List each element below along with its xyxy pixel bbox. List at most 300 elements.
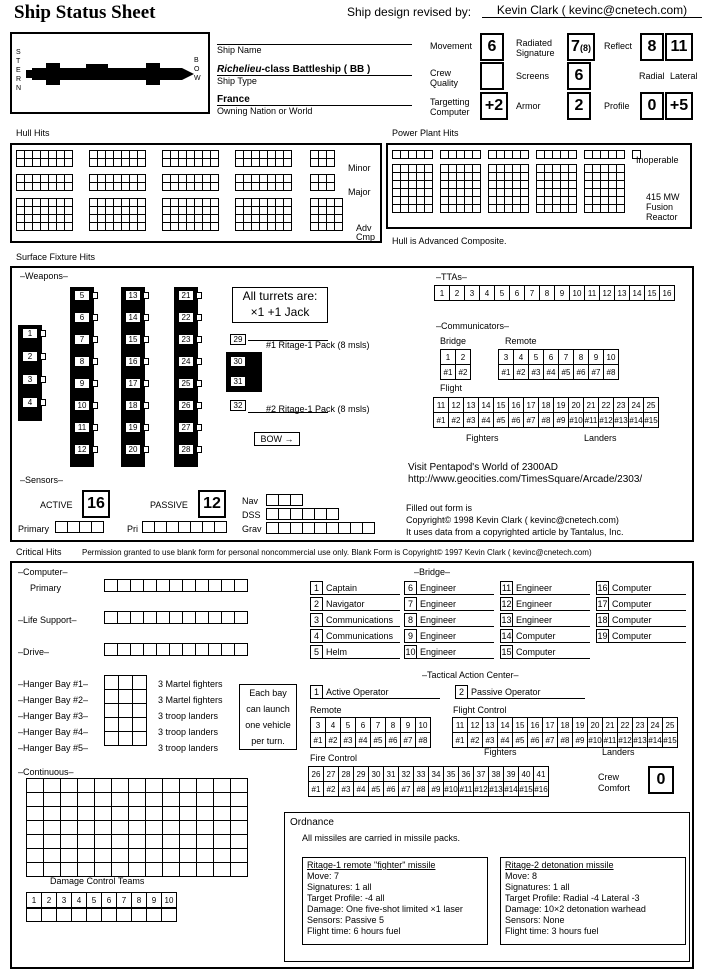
- tac-flight-num-cell[interactable]: 17: [543, 718, 558, 733]
- tac-flight-num-cell[interactable]: 18: [558, 718, 573, 733]
- targetting-value[interactable]: +2: [480, 92, 508, 120]
- tac-remote-num-cell[interactable]: 3: [311, 718, 326, 733]
- tac-remote-id-cell[interactable]: #6: [386, 733, 401, 748]
- comm-remote-num-cell[interactable]: 5: [529, 350, 544, 365]
- turret-cell[interactable]: 11: [74, 422, 90, 433]
- tta-cell[interactable]: 11: [585, 286, 600, 301]
- computer-primary-grid[interactable]: [104, 579, 248, 592]
- fire-control-label: Fire Control: [310, 753, 358, 763]
- armor-value[interactable]: 2: [567, 92, 591, 120]
- turret-cell[interactable]: 3: [22, 374, 38, 385]
- bridge-station-num: 1: [310, 581, 323, 595]
- bridge-station[interactable]: [500, 597, 590, 611]
- tac-fighters-label: Fighters: [484, 747, 517, 757]
- turret-cell[interactable]: 13: [125, 290, 141, 301]
- damage-control-team-cell[interactable]: 3: [57, 893, 72, 908]
- tac-passive-operator[interactable]: 2 Passive Operator: [455, 685, 585, 699]
- power-inoperable-grid[interactable]: [536, 150, 577, 159]
- tac-flight-num-cell[interactable]: 13: [483, 718, 498, 733]
- tac-flight-num-cell[interactable]: 15: [513, 718, 528, 733]
- comm-flight-num-cell[interactable]: 24: [629, 398, 644, 413]
- tac-remote-num-cell[interactable]: 7: [371, 718, 386, 733]
- grav-label: Grav: [242, 524, 262, 534]
- comm-bridge-label: Bridge: [440, 336, 467, 346]
- turret-cell[interactable]: 4: [22, 397, 38, 408]
- comm-flight-num-cell[interactable]: 14: [479, 398, 494, 413]
- tac-flight-id-cell[interactable]: #3: [483, 733, 498, 748]
- fire-control-num-cell[interactable]: 39: [504, 767, 519, 782]
- comm-bridge-num-cell[interactable]: 1: [441, 350, 456, 365]
- tac-flight-id-cell[interactable]: #4: [498, 733, 513, 748]
- comm-flight-num-cell[interactable]: 11: [434, 398, 449, 413]
- bridge-station[interactable]: [596, 613, 686, 627]
- tta-cell[interactable]: 9: [555, 286, 570, 301]
- tta-cell[interactable]: 1: [435, 286, 450, 301]
- turret-cell[interactable]: 19: [125, 422, 141, 433]
- tac-flight-id-cell[interactable]: #14: [648, 733, 663, 748]
- bow-letter: W: [194, 75, 201, 82]
- comm-flight-num-cell[interactable]: 21: [584, 398, 599, 413]
- movement-value[interactable]: 6: [480, 33, 504, 61]
- tac-flight-id-cell[interactable]: #9: [573, 733, 588, 748]
- crew-quality-value[interactable]: [480, 62, 504, 90]
- tac-flight-id-cell[interactable]: #7: [543, 733, 558, 748]
- nation-field[interactable]: France: [217, 94, 412, 106]
- bridge-station[interactable]: [310, 645, 400, 659]
- comm-remote-id-cell[interactable]: #6: [574, 365, 589, 380]
- damage-control-team-cell[interactable]: 10: [162, 893, 177, 908]
- tac-active-operator[interactable]: 1 Active Operator: [310, 685, 440, 699]
- tta-cell[interactable]: 15: [645, 286, 660, 301]
- fire-control-num-cell[interactable]: 41: [534, 767, 549, 782]
- turret-cell[interactable]: 23: [178, 334, 194, 345]
- turret-cell[interactable]: 9: [74, 378, 90, 389]
- bridge-station[interactable]: [310, 597, 400, 611]
- turret-cell[interactable]: 22: [178, 312, 194, 323]
- bridge-station[interactable]: [596, 581, 686, 595]
- comm-remote-id-cell[interactable]: #7: [589, 365, 604, 380]
- comm-bridge-num: [440, 349, 471, 365]
- fire-control-id-cell[interactable]: #1: [309, 782, 324, 797]
- tac-flight-num-cell[interactable]: 19: [573, 718, 588, 733]
- fire-control-id-cell[interactable]: #7: [399, 782, 414, 797]
- passive-sensor-value[interactable]: 12: [198, 490, 226, 518]
- comm-flight-id-cell[interactable]: #14: [629, 413, 644, 428]
- fire-control-num-cell[interactable]: 33: [414, 767, 429, 782]
- tac-flight-id-cell[interactable]: #12: [618, 733, 633, 748]
- turret-cell[interactable]: 27: [178, 422, 194, 433]
- damage-control-team-cell[interactable]: 2: [42, 893, 57, 908]
- comm-flight-num-cell[interactable]: 20: [569, 398, 584, 413]
- comm-remote-num-cell[interactable]: 4: [514, 350, 529, 365]
- bridge-station[interactable]: [310, 581, 400, 595]
- tac-remote-id-cell[interactable]: #8: [416, 733, 431, 748]
- turret-cell[interactable]: 16: [125, 356, 141, 367]
- power-plant-grid[interactable]: [488, 164, 529, 213]
- turret-cell[interactable]: 7: [74, 334, 90, 345]
- bridge-station-num: 15: [501, 647, 512, 657]
- tac-flight-id-cell[interactable]: #2: [468, 733, 483, 748]
- turret-cell[interactable]: 26: [178, 400, 194, 411]
- fire-control-num-cell[interactable]: 30: [369, 767, 384, 782]
- fire-control-num-cell[interactable]: 38: [489, 767, 504, 782]
- revised-by-field[interactable]: Kevin Clark ( kevinc@cnetech.com): [482, 3, 702, 18]
- pack1-label: #1 Ritage-1 Pack (8 msls): [266, 340, 370, 350]
- active-sensor-value[interactable]: 16: [82, 490, 110, 518]
- bridge-station[interactable]: [404, 597, 494, 611]
- sensor-primary-grid[interactable]: [55, 521, 104, 533]
- pack-cell[interactable]: 32: [230, 400, 246, 411]
- turret-cell[interactable]: 17: [125, 378, 141, 389]
- hull-minor-grid[interactable]: [89, 150, 146, 167]
- tta-cell[interactable]: 3: [465, 286, 480, 301]
- tac-flight-id-cell[interactable]: #1: [453, 733, 468, 748]
- fire-control-num-cell[interactable]: 29: [354, 767, 369, 782]
- passive-label: PASSIVE: [150, 500, 188, 510]
- bridge-station[interactable]: [500, 613, 590, 627]
- damage-control-grid[interactable]: [26, 908, 177, 922]
- bridge-station-num: 7: [404, 597, 417, 611]
- fire-control-id-cell[interactable]: #10: [444, 782, 459, 797]
- tac-flight-id-cell[interactable]: #10: [588, 733, 603, 748]
- turret-cell[interactable]: 28: [178, 444, 194, 455]
- comm-flight-num-cell[interactable]: 19: [554, 398, 569, 413]
- hull-major-grid[interactable]: [162, 174, 219, 191]
- tta-cell[interactable]: 14: [630, 286, 645, 301]
- comm-remote-num-cell[interactable]: 8: [574, 350, 589, 365]
- turret-gun: [40, 399, 46, 406]
- damage-control-team-cell[interactable]: 6: [102, 893, 117, 908]
- fire-control-num-cell[interactable]: 35: [444, 767, 459, 782]
- fire-control-num-cell[interactable]: 26: [309, 767, 324, 782]
- hull-adv-grid[interactable]: [16, 198, 73, 231]
- fire-control-id-cell[interactable]: #14: [504, 782, 519, 797]
- tac-remote-id-cell[interactable]: #3: [341, 733, 356, 748]
- comm-bridge-id-cell[interactable]: #1: [441, 365, 456, 380]
- turret-gun: [40, 330, 46, 337]
- comm-remote-id-cell[interactable]: #3: [529, 365, 544, 380]
- hanger-bay-grid[interactable]: [104, 675, 147, 746]
- comm-remote-num-cell[interactable]: 7: [559, 350, 574, 365]
- hull-major-grid-end[interactable]: [310, 174, 335, 191]
- tac-flight-num-cell[interactable]: 22: [618, 718, 633, 733]
- pack-cell[interactable]: 31: [230, 376, 246, 387]
- damage-control-team-cell[interactable]: 5: [87, 893, 102, 908]
- turret-cell[interactable]: 18: [125, 400, 141, 411]
- tta-cell[interactable]: 2: [450, 286, 465, 301]
- power-plant-grid[interactable]: [392, 164, 433, 213]
- tta-cell[interactable]: 16: [660, 286, 675, 301]
- damage-control-team-cell[interactable]: 8: [132, 893, 147, 908]
- bridge-station[interactable]: [404, 645, 494, 659]
- pack2-label: #2 Ritage-1 Pack (8 msls): [266, 404, 370, 414]
- hanger-bay-desc: 3 troop landers: [158, 727, 219, 737]
- life-support-grid[interactable]: [104, 611, 248, 624]
- ship-type-field[interactable]: Richelieu-class Battleship ( BB ): [217, 64, 412, 76]
- comm-flight-id-cell[interactable]: #6: [509, 413, 524, 428]
- comm-flight-id-cell[interactable]: #11: [584, 413, 599, 428]
- continuous-grid[interactable]: [26, 778, 248, 877]
- bridge-station[interactable]: [310, 613, 400, 627]
- tac-flight-id-cell[interactable]: #11: [603, 733, 618, 748]
- hull-major-grid[interactable]: [89, 174, 146, 191]
- tac-flight-num-cell[interactable]: 20: [588, 718, 603, 733]
- fire-control-num-cell[interactable]: 27: [324, 767, 339, 782]
- tac-remote-id-cell[interactable]: #4: [356, 733, 371, 748]
- comm-flight-id-cell[interactable]: #3: [464, 413, 479, 428]
- damage-control-team-cell[interactable]: 7: [117, 893, 132, 908]
- tac-label: –Tactical Action Center–: [422, 670, 519, 680]
- comm-flight-id-cell[interactable]: #8: [539, 413, 554, 428]
- comm-remote-id-cell[interactable]: #2: [514, 365, 529, 380]
- tta-cell[interactable]: 4: [480, 286, 495, 301]
- bridge-station-num: 9: [404, 629, 417, 643]
- hull-adv-grid-end[interactable]: [310, 198, 343, 231]
- turret-cell[interactable]: 5: [74, 290, 90, 301]
- comm-flight-id-cell[interactable]: #12: [599, 413, 614, 428]
- turret-cell[interactable]: 10: [74, 400, 90, 411]
- fire-control-id-cell[interactable]: #11: [459, 782, 474, 797]
- power-plant-grid[interactable]: [584, 164, 625, 213]
- comm-flight-num-cell[interactable]: 12: [449, 398, 464, 413]
- hull-minor-grid[interactable]: [162, 150, 219, 167]
- tac-remote-num-cell[interactable]: 5: [341, 718, 356, 733]
- dct-label: Damage Control Teams: [50, 876, 145, 886]
- pentapod-link[interactable]: http://www.geocities.com/TimesSquare/Arcade/2303/: [408, 474, 643, 485]
- comm-remote-num-cell[interactable]: 3: [499, 350, 514, 365]
- comm-flight-num-cell[interactable]: 15: [494, 398, 509, 413]
- damage-control-team-cell[interactable]: 4: [72, 893, 87, 908]
- hull-major-grid[interactable]: [16, 174, 73, 191]
- reflect-radial-value[interactable]: 8: [640, 33, 664, 61]
- tta-cell[interactable]: 12: [600, 286, 615, 301]
- comm-flight-num-cell[interactable]: 16: [509, 398, 524, 413]
- comm-flight-id-cell[interactable]: #5: [494, 413, 509, 428]
- tac-remote-num-cell[interactable]: 8: [386, 718, 401, 733]
- tac-remote-id-cell[interactable]: #2: [326, 733, 341, 748]
- bridge-station[interactable]: [404, 629, 494, 643]
- fire-control-id-cell[interactable]: #8: [414, 782, 429, 797]
- damage-control-team-cell[interactable]: 9: [147, 893, 162, 908]
- tac-remote-id-cell[interactable]: #5: [371, 733, 386, 748]
- comm-flight-id-cell[interactable]: #10: [569, 413, 584, 428]
- comm-remote-num-cell[interactable]: 6: [544, 350, 559, 365]
- bridge-station[interactable]: [500, 581, 590, 595]
- hull-adv-grid[interactable]: [235, 198, 292, 231]
- turret-cell[interactable]: 12: [74, 444, 90, 455]
- bridge-station-label: Captain: [326, 583, 358, 593]
- tta-cell[interactable]: 7: [525, 286, 540, 301]
- comm-bridge-id-cell[interactable]: #2: [456, 365, 471, 380]
- radiated-value[interactable]: 7(8): [567, 33, 595, 61]
- tta-cell[interactable]: 5: [495, 286, 510, 301]
- comm-flight-num-cell[interactable]: 25: [644, 398, 659, 413]
- nation-label: Owning Nation or World: [217, 106, 313, 116]
- sensor-pri-grid[interactable]: [142, 521, 227, 533]
- comm-flight-num-cell[interactable]: 23: [614, 398, 629, 413]
- comm-remote-id: [498, 364, 619, 380]
- turret-cell[interactable]: 25: [178, 378, 194, 389]
- life-support-label: –Life Support–: [18, 615, 77, 625]
- comm-flight-id-cell[interactable]: #7: [524, 413, 539, 428]
- profile-radial-value[interactable]: 0: [640, 92, 664, 120]
- bridge-station[interactable]: [500, 645, 590, 659]
- pack-cell[interactable]: 29: [230, 334, 246, 345]
- tac-flight-id: [452, 732, 678, 748]
- comm-flight-id-cell[interactable]: #9: [554, 413, 569, 428]
- tta-cell[interactable]: 6: [510, 286, 525, 301]
- hull-adv-grid[interactable]: [162, 198, 219, 231]
- power-inoperable-grid[interactable]: [488, 150, 529, 159]
- crew-comfort-value[interactable]: 0: [648, 766, 674, 794]
- tac-flight-id-cell[interactable]: #13: [633, 733, 648, 748]
- tta-cell[interactable]: 10: [570, 286, 585, 301]
- fire-control-id-cell[interactable]: #6: [384, 782, 399, 797]
- reflect-label: Reflect: [604, 41, 633, 51]
- comm-remote-id-cell[interactable]: #1: [499, 365, 514, 380]
- comm-flight-num-cell[interactable]: 17: [524, 398, 539, 413]
- nav-grid[interactable]: [266, 494, 303, 506]
- fire-control-num-cell[interactable]: 32: [399, 767, 414, 782]
- fire-control-id-cell[interactable]: #12: [474, 782, 489, 797]
- comm-flight-num-cell[interactable]: 22: [599, 398, 614, 413]
- screens-value[interactable]: 6: [567, 62, 591, 90]
- comm-flight-id-cell[interactable]: #2: [449, 413, 464, 428]
- turret-cell[interactable]: 2: [22, 351, 38, 362]
- turret-gun: [196, 402, 202, 409]
- radiated-label: Radiated Signature: [516, 38, 555, 58]
- tac-remote-num-cell[interactable]: 9: [401, 718, 416, 733]
- hull-major-grid[interactable]: [235, 174, 292, 191]
- bridge-station[interactable]: [500, 629, 590, 643]
- tac-flight-id-cell[interactable]: #15: [663, 733, 678, 748]
- tac-flight-num-cell[interactable]: 14: [498, 718, 513, 733]
- reflect-lateral-value[interactable]: 11: [665, 33, 693, 61]
- bridge-station[interactable]: [310, 629, 400, 643]
- fire-control-num-cell[interactable]: 40: [519, 767, 534, 782]
- hull-minor-grid[interactable]: [235, 150, 292, 167]
- tta-cell[interactable]: 13: [615, 286, 630, 301]
- tac-remote-num-cell[interactable]: 6: [356, 718, 371, 733]
- tac-flight-num-cell[interactable]: 16: [528, 718, 543, 733]
- profile-lateral-value[interactable]: +5: [665, 92, 693, 120]
- inoperable-label: Inoperable: [636, 155, 679, 165]
- comm-flight-num-cell[interactable]: 13: [464, 398, 479, 413]
- pack-cell[interactable]: 30: [230, 356, 246, 367]
- turret-cell[interactable]: 14: [125, 312, 141, 323]
- stern-label: [16, 48, 21, 93]
- fire-control-num-cell[interactable]: 36: [459, 767, 474, 782]
- power-inoperable-grid[interactable]: [392, 150, 433, 159]
- comm-remote-id-cell[interactable]: #8: [604, 365, 619, 380]
- tac-flight-num-cell[interactable]: 21: [603, 718, 618, 733]
- comm-flight-num-cell[interactable]: 18: [539, 398, 554, 413]
- bridge-station-label: Engineer: [420, 599, 457, 609]
- surface-fixture-title: Surface Fixture Hits: [16, 252, 96, 262]
- tac-remote-num-cell[interactable]: 4: [326, 718, 341, 733]
- bridge-station[interactable]: [404, 581, 494, 595]
- damage-control-team-cell[interactable]: 1: [27, 893, 42, 908]
- tac-flight-num-cell[interactable]: 24: [648, 718, 663, 733]
- bridge-station[interactable]: [596, 597, 686, 611]
- fire-control-id-cell[interactable]: #2: [324, 782, 339, 797]
- comm-remote-id-cell[interactable]: #4: [544, 365, 559, 380]
- comm-bridge-num-cell[interactable]: 2: [456, 350, 471, 365]
- pentapod-line-1: Visit Pentapod's World of 2300AD: [408, 462, 558, 473]
- filled-line-1: Filled out form is: [406, 503, 473, 513]
- grav-grid[interactable]: [266, 522, 375, 534]
- tac-remote-id-cell[interactable]: #7: [401, 733, 416, 748]
- fire-control-id-cell[interactable]: #15: [519, 782, 534, 797]
- hull-adv-grid[interactable]: [89, 198, 146, 231]
- turret-cell[interactable]: 15: [125, 334, 141, 345]
- tac-remote-num-cell[interactable]: 10: [416, 718, 431, 733]
- ttas-label: –TTAs–: [436, 272, 467, 282]
- continuous-label: –Continuous–: [18, 767, 74, 777]
- fire-control-id-cell[interactable]: #3: [339, 782, 354, 797]
- tac-flight-id-cell[interactable]: #8: [558, 733, 573, 748]
- turret-cell[interactable]: 21: [178, 290, 194, 301]
- hanger-bay-desc: 3 troop landers: [158, 711, 219, 721]
- tac-flight-id-cell[interactable]: #5: [513, 733, 528, 748]
- tac-flight-id-cell[interactable]: #6: [528, 733, 543, 748]
- nav-label: Nav: [242, 496, 259, 506]
- comm-remote-num-cell[interactable]: 10: [604, 350, 619, 365]
- bridge-station-label: Helm: [326, 647, 348, 657]
- comm-flight-id-cell[interactable]: #4: [479, 413, 494, 428]
- turret-cell[interactable]: 1: [22, 328, 38, 339]
- ordnance-title: Ordnance: [290, 817, 334, 828]
- dss-grid[interactable]: [266, 508, 339, 520]
- tac-flight-num-cell[interactable]: 25: [663, 718, 678, 733]
- tac-flight-num-cell[interactable]: 23: [633, 718, 648, 733]
- fire-control-num-cell[interactable]: 34: [429, 767, 444, 782]
- turret-cell[interactable]: 8: [74, 356, 90, 367]
- comm-remote-num-cell[interactable]: 9: [589, 350, 604, 365]
- power-inoperable-grid[interactable]: [440, 150, 481, 159]
- comm-flight-id-cell[interactable]: #15: [644, 413, 659, 428]
- comm-remote-id-cell[interactable]: #5: [559, 365, 574, 380]
- tac-flight-num-cell[interactable]: 12: [468, 718, 483, 733]
- drive-grid[interactable]: [104, 643, 248, 656]
- power-inoperable-grid[interactable]: [584, 150, 625, 159]
- turret-cell[interactable]: 20: [125, 444, 141, 455]
- fire-control-id-cell[interactable]: #9: [429, 782, 444, 797]
- fire-control-id-cell[interactable]: #13: [489, 782, 504, 797]
- hull-minor-grid[interactable]: [16, 150, 73, 167]
- fire-control-num-cell[interactable]: 37: [474, 767, 489, 782]
- fire-control-id-cell[interactable]: #5: [369, 782, 384, 797]
- fire-control-id-cell[interactable]: #4: [354, 782, 369, 797]
- comm-flight-id-cell[interactable]: #13: [614, 413, 629, 428]
- turret-gun: [196, 424, 202, 431]
- comm-flight-id-cell[interactable]: #1: [434, 413, 449, 428]
- turret-cell[interactable]: 6: [74, 312, 90, 323]
- power-plant-grid[interactable]: [440, 164, 481, 213]
- power-plant-grid[interactable]: [536, 164, 577, 213]
- tac-flight-num-cell[interactable]: 11: [453, 718, 468, 733]
- bridge-station-num: 17: [597, 599, 608, 609]
- bridge-station[interactable]: [596, 629, 686, 643]
- tta-cell[interactable]: 8: [540, 286, 555, 301]
- hull-minor-grid-end[interactable]: [310, 150, 335, 167]
- tac-remote-id-cell[interactable]: #1: [311, 733, 326, 748]
- bridge-station[interactable]: [404, 613, 494, 627]
- fire-control-num-cell[interactable]: 31: [384, 767, 399, 782]
- fire-control-num-cell[interactable]: 28: [339, 767, 354, 782]
- fire-control-id-cell[interactable]: #16: [534, 782, 549, 797]
- turret-cell[interactable]: 24: [178, 356, 194, 367]
